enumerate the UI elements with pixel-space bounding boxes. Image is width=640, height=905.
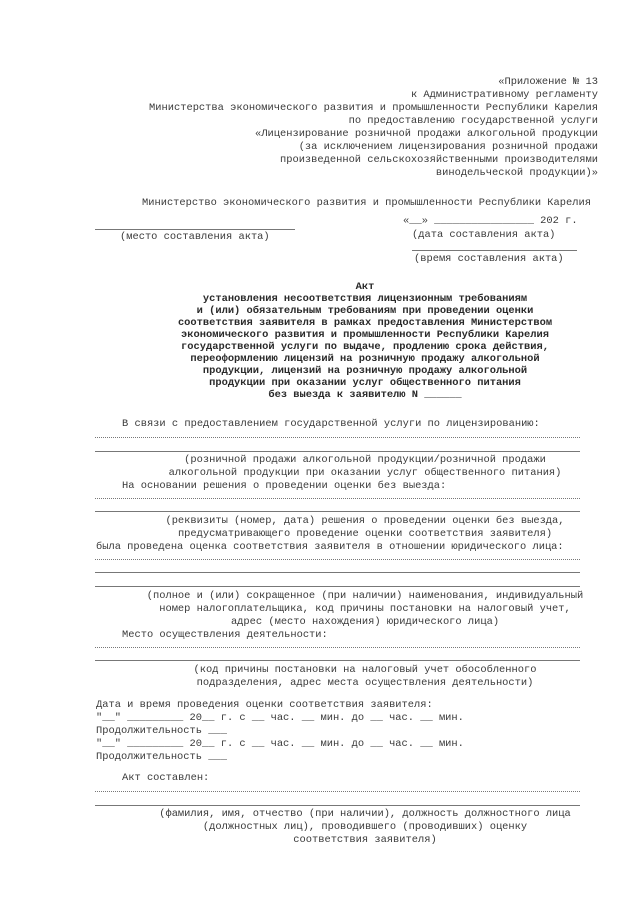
title-line: экономического развития и промышленности Республики Карелия xyxy=(181,329,549,341)
time-line xyxy=(412,250,577,251)
fill-line xyxy=(95,511,580,512)
fill-line xyxy=(95,572,580,573)
title-line: соответствия заявителя в рамках предоставления Министерством xyxy=(177,317,553,329)
caption: предусматривающего проведение оценки соответствия заявителя) xyxy=(177,528,553,540)
caption: (реквизиты (номер, дата) решения о проведении оценки без выезда, xyxy=(165,515,565,527)
duration-1: Продолжительность ___ xyxy=(96,725,227,737)
paragraph-legal-entity: была проведена оценка соответствия заявителя в отношении юридического лица: xyxy=(96,541,564,553)
ministry-name: Министерство экономического развития и промышленности Республики Карелия xyxy=(142,197,591,209)
appendix-line: по предоставлению государственной услуги xyxy=(348,115,598,127)
paragraph-decision: На основании решения о проведении оценки без выезда: xyxy=(122,480,447,492)
title-line: продукции при оказании услуг общественного питания xyxy=(209,377,521,389)
date-caption: (дата составления акта) xyxy=(412,229,556,241)
fill-line xyxy=(95,586,580,587)
appendix-line: «Приложение № 13 xyxy=(498,76,598,88)
caption: (полное и (или) сокращенное (при наличии) наименования, индивидуальный xyxy=(146,590,584,602)
datetime-row-1: "__" _________ 20__ г. с __ час. __ мин. до __ час. __ мин. xyxy=(96,712,464,724)
place-line xyxy=(95,229,295,230)
datetime-row-2: "__" _________ 20__ г. с __ час. __ мин. до __ час. __ мин. xyxy=(96,738,464,750)
title-line: Акт xyxy=(355,281,375,293)
title-line: и (или) обязательным требованиям при проведении оценки xyxy=(196,305,534,317)
fill-line xyxy=(95,559,580,560)
caption: (код причины постановки на налоговый учет обособленного xyxy=(193,664,537,676)
caption: (фамилия, имя, отчество (при наличии), должность должностного лица xyxy=(159,808,571,820)
caption: адрес (место нахождения) юридического лица) xyxy=(230,616,500,628)
date-field: «__» ________________ 202 г. xyxy=(403,215,578,227)
title-line: государственной услуги по выдаче, продлению срока действия, xyxy=(181,341,549,353)
appendix-line: произведенной сельскохозяйственными производителями xyxy=(279,154,598,166)
paragraph-compiled: Акт составлен: xyxy=(122,772,210,784)
appendix-line: винодельческой продукции)» xyxy=(435,167,598,179)
fill-line xyxy=(95,498,580,499)
caption: (розничной продажи алкогольной продукции/розничной продажи xyxy=(184,454,546,466)
caption: (должностных лиц), проводившего (проводивших) оценку xyxy=(202,821,528,833)
paragraph-datetime: Дата и время проведения оценки соответствия заявителя: xyxy=(96,699,433,711)
caption: подразделения, адрес места осуществления деятельности) xyxy=(196,677,534,689)
fill-line xyxy=(95,791,580,792)
title-line: продукции, лицензий на розничную продажу алкогольной xyxy=(202,365,528,377)
fill-line xyxy=(95,451,580,452)
time-caption: (время составления акта) xyxy=(414,253,564,265)
appendix-line: к Административному регламенту xyxy=(410,89,598,101)
title-line: без выезда к заявителю N ______ xyxy=(268,389,462,401)
caption: номер налогоплательщика, код причины постановки на налоговый учет, xyxy=(159,603,571,615)
duration-2: Продолжительность ___ xyxy=(96,751,227,763)
place-caption: (место составления акта) xyxy=(120,231,270,243)
fill-line xyxy=(95,647,580,648)
appendix-line: (за исключением лицензирования розничной продажи xyxy=(298,141,598,153)
caption: алкогольной продукции при оказании услуг общественного питания) xyxy=(168,467,562,479)
fill-line xyxy=(95,660,580,661)
title-line: установления несоответствия лицензионным требованиям xyxy=(202,293,528,305)
title-line: переоформлению лицензий на розничную продажу алкогольной xyxy=(190,353,540,365)
caption: соответствия заявителя) xyxy=(293,834,437,846)
fill-line xyxy=(95,437,580,438)
paragraph-place: Место осуществления деятельности: xyxy=(122,629,328,641)
paragraph-licensing: В связи с предоставлением государственной услуги по лицензированию: xyxy=(122,418,540,430)
appendix-line: Министерства экономического развития и промышленности Республики Карелия xyxy=(149,102,598,114)
appendix-line: «Лицензирование розничной продажи алкогольной продукции xyxy=(255,128,598,140)
fill-line xyxy=(95,805,580,806)
